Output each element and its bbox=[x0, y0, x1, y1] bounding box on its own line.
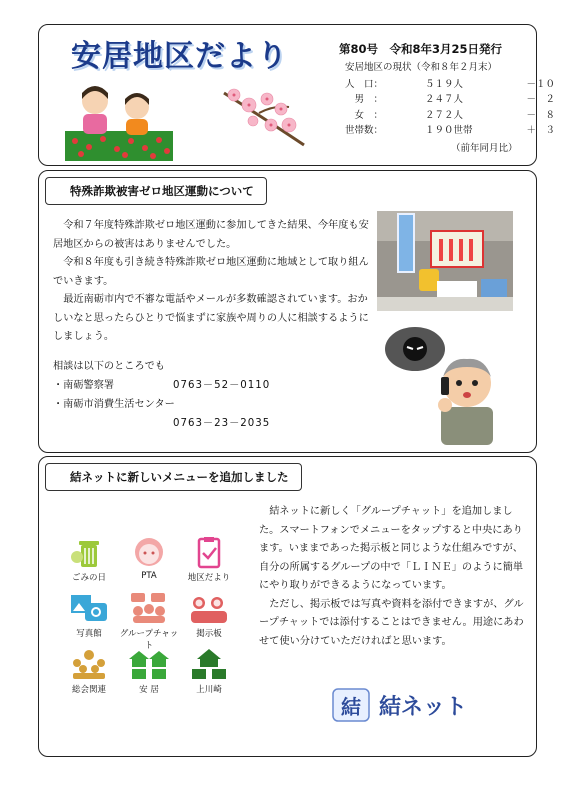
section-heading: 特殊詐欺被害ゼロ地区運動について bbox=[45, 177, 267, 205]
contact-tel: 0763－23－2035 bbox=[173, 418, 271, 429]
menu-item-chiku-dayori[interactable] bbox=[179, 535, 239, 583]
children-strawberry-illustration bbox=[65, 81, 175, 161]
section-heading: 結ネットに新しいメニューを追加しました bbox=[45, 463, 302, 491]
yui-net-logo bbox=[331, 687, 467, 723]
issue-info: 第80号 令和8年3月25日発行 bbox=[339, 42, 503, 56]
menu-label: ごみの日 bbox=[71, 573, 106, 583]
contact-name: ・南砺警察署 bbox=[53, 380, 115, 391]
header-panel bbox=[38, 24, 555, 166]
fraud-section bbox=[38, 170, 537, 453]
cherry-blossom-illustration bbox=[219, 85, 309, 155]
photo-camera-icon bbox=[69, 591, 109, 625]
contact-name bbox=[53, 414, 173, 433]
paragraph: 最近南砺市内で不審な電話やメールが多数確認されています。おかしいなと思ったらひとりで悩まずに家族や周りの人に相談するようにしましょう。 bbox=[53, 294, 369, 342]
stats-value: ２７２人 bbox=[425, 109, 464, 121]
contact-row bbox=[53, 376, 270, 395]
newsletter-title: 安居地区だより bbox=[71, 39, 288, 74]
stats-value: ２４７人 bbox=[425, 94, 464, 106]
menu-label: 写真館 bbox=[76, 629, 102, 639]
houses-dark-icon bbox=[189, 647, 229, 681]
menu-label: 上川崎 bbox=[196, 685, 222, 695]
contact-row bbox=[53, 414, 270, 433]
menu-label: 掲示板 bbox=[196, 629, 222, 639]
paragraph: 令和８年度も引き続き特殊詐欺ゼロ地区運動に地域として取り組んでいきます。 bbox=[53, 257, 369, 287]
trash-icon bbox=[71, 535, 107, 569]
meeting-icon bbox=[69, 647, 109, 681]
bulletin-people-icon bbox=[189, 591, 229, 625]
yui-net-logo-text: 結ネット bbox=[379, 694, 468, 720]
stats-value: １９０世帯 bbox=[425, 125, 473, 137]
menu-item-group-chat[interactable] bbox=[119, 591, 179, 651]
stats-value: ５１９人 bbox=[425, 78, 464, 90]
compare-note: （前年同月比） bbox=[451, 143, 518, 154]
population-stats bbox=[345, 75, 555, 137]
group-chat-icon bbox=[129, 591, 169, 625]
stats-row bbox=[345, 91, 555, 107]
menu-item-kamikawasaki[interactable] bbox=[179, 647, 239, 695]
contact-intro: 相談は以下のところでも bbox=[53, 361, 165, 372]
menu-item-pta[interactable] bbox=[119, 535, 179, 581]
fraud-body bbox=[53, 217, 375, 347]
stats-change: ＋ ３ bbox=[526, 125, 555, 137]
stats-change: － ８ bbox=[526, 109, 555, 121]
stats-row bbox=[345, 106, 555, 122]
menu-label: PTA bbox=[141, 571, 157, 581]
stats-row bbox=[345, 75, 555, 91]
menu-item-soukai[interactable] bbox=[59, 647, 119, 695]
menu-item-gomi[interactable] bbox=[59, 535, 119, 583]
menu-item-yasui[interactable] bbox=[119, 647, 179, 695]
paragraph: 令和７年度特殊詐欺ゼロ地区運動に参加してきた結果、今年度も安居地区からの被害はありませんでした。 bbox=[53, 220, 369, 250]
stats-change: － ２ bbox=[526, 94, 555, 106]
menu-label: グループチャット bbox=[119, 629, 179, 651]
contact-tel: 0763－52－0110 bbox=[173, 380, 271, 391]
stats-change: －１０ bbox=[526, 78, 555, 90]
contact-name: ・南砺市消費生活センター bbox=[53, 399, 175, 410]
stats-label: 女 ： bbox=[345, 109, 384, 121]
paragraph: 結ネットに新しく「グループチャット」を追加しました。スマートフォンでメニューをタップすると中央にあります。いままであった掲示板と同じような仕組みですが、自分の所属するグループの中で「ＬＩＮＥ」のように簡単にやり取りができるようになっています。 bbox=[259, 506, 524, 591]
svg-text:結: 結 bbox=[341, 695, 361, 719]
stats-row bbox=[345, 122, 555, 138]
houses-icon bbox=[129, 647, 169, 681]
menu-label: 安 居 bbox=[139, 685, 159, 695]
stats-label: 人 口： bbox=[345, 78, 384, 90]
scam-call-illustration bbox=[377, 321, 513, 445]
child-face-icon bbox=[131, 535, 167, 569]
menu-item-bulletin[interactable] bbox=[179, 591, 239, 639]
yui-net-body bbox=[259, 503, 527, 651]
campaign-photo bbox=[377, 211, 513, 311]
menu-item-photo[interactable] bbox=[59, 591, 119, 639]
paragraph: ただし、掲示板では写真や資料を添付できますが、グループチャットでは添付することはできません。用途にあわせて使い分けていただければと思います。 bbox=[259, 598, 524, 647]
contact-row bbox=[53, 395, 270, 414]
stats-label: 世帯数： bbox=[345, 125, 384, 137]
stats-label: 男 ： bbox=[345, 94, 384, 106]
status-title: 安居地区の現状（令和８年２月末） bbox=[345, 62, 498, 73]
yui-net-section bbox=[38, 456, 537, 757]
clipboard-check-icon bbox=[191, 535, 227, 569]
menu-label: 地区だより bbox=[187, 573, 231, 583]
contact-info bbox=[53, 357, 270, 433]
yui-net-logo-mark bbox=[331, 687, 371, 723]
menu-label: 総会関連 bbox=[71, 685, 106, 695]
